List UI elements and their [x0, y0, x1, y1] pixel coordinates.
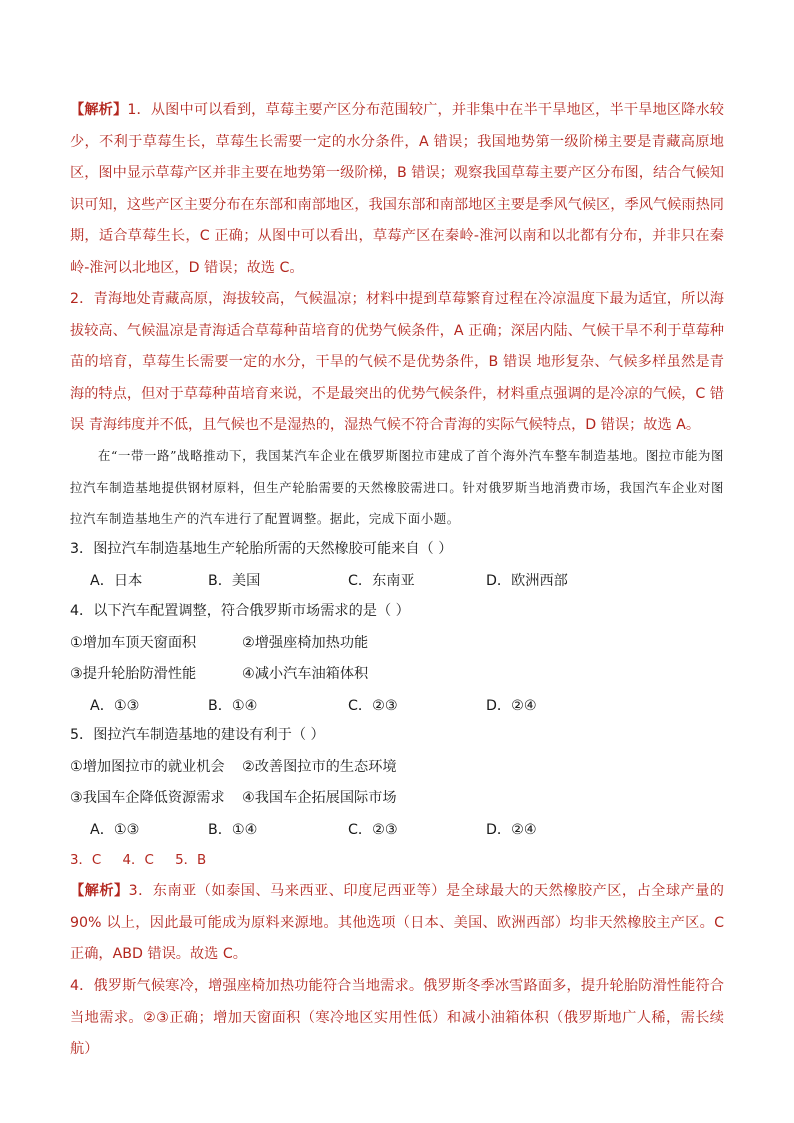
question-4-statements-row-2	[70, 659, 724, 691]
passage-text: 在“一带一路”战略推动下，我国某汽车企业在俄罗斯图拉市建成了首个海外汽车整车制造基地。图拉市能为图拉汽车制造基地提供钢材原料，但生产轮胎需要的天然橡胶需进口。针对俄罗斯当地消费市场，我国汽车企业对图拉汽车制造基地生产的汽车进行了配置调整。据此，完成下面小题。	[70, 448, 724, 526]
statement-3: ③提升轮胎防滑性能	[70, 666, 197, 682]
question-5-statements-row-2	[70, 783, 724, 815]
question-5-options	[70, 815, 724, 847]
question-4	[70, 596, 724, 722]
explanation-q3-paragraph	[70, 876, 724, 971]
explanation-q2-text: 2．青海地处青藏高原，海拔较高，气候温凉；材料中提到草莓繁育过程在冷凉温度下最为适宜，所以海拔较高、气候温凉是青海适合草莓种苗培育的优势气候条件，A 正确；深居内陆、气候干旱不利于草莓种苗的培育，草莓生长需要一定的水分，干旱的气候不是优势条件，B 错误 地形复杂、气候多样虽然是青海的特点，但对于草莓种苗培育来说，不是最突出的优势气候条件，材料重点强调的是冷凉的气候，C 错误 青海纬度并不低，且气候也不是湿热的，湿热气候不符合青海的实际气候特点，D 错误；故选 A。	[70, 291, 724, 433]
option-c: C．②③	[348, 697, 398, 714]
statement-4: ④减小汽车油箱体积	[242, 666, 369, 682]
explanation-heading: 【解析】	[70, 883, 129, 899]
option-c: C．②③	[348, 821, 398, 838]
statement-2: ②改善图拉市的生态环境	[242, 758, 397, 775]
explanation-q1-paragraph	[70, 95, 724, 284]
option-a: A．①③	[90, 697, 140, 714]
question-4-stem: 4．以下汽车配置调整，符合俄罗斯市场需求的是（ ）	[70, 603, 410, 619]
option-b: B．①④	[208, 697, 258, 714]
option-d: D．②④	[486, 821, 537, 838]
option-c: C．东南亚	[348, 572, 415, 589]
statement-2: ②增强座椅加热功能	[242, 634, 369, 651]
explanation-q2	[70, 284, 724, 442]
explanation-heading: 【解析】	[70, 102, 128, 118]
explanation-q4-text: 4．俄罗斯气候寒冷，增强座椅加热功能符合当地需求。俄罗斯冬季冰雪路面多，提升轮胎防滑性能符合当地需求。②③正确；增加天窗面积（寒冷地区实用性低）和减小油箱体积（俄罗斯地广人稀，需长续航）	[70, 978, 724, 1057]
explanation-q3-text: 3．东南亚（如泰国、马来西亚、印度尼西亚等）是全球最大的天然橡胶产区，占全球产量的 90% 以上，因此最可能成为原料来源地。其他选项（日本、美国、欧洲西部）均非天然橡胶主产区。C 正确，ABD 错误。故选 C。	[70, 883, 724, 962]
reading-passage	[70, 440, 724, 535]
question-4-statements-row-1	[70, 628, 724, 660]
option-b: B．①④	[208, 821, 258, 838]
question-3	[70, 534, 724, 597]
question-3-options	[70, 566, 724, 598]
statement-4: ④我国车企拓展国际市场	[242, 790, 397, 806]
question-4-options	[70, 691, 724, 723]
option-b: B．美国	[208, 572, 261, 589]
answer-key	[70, 845, 724, 877]
explanation-q3	[70, 876, 724, 971]
explanation-q1	[70, 95, 724, 284]
question-5-stem: 5．图拉汽车制造基地的建设有利于（ ）	[70, 727, 325, 743]
answer-key-text: 3．C 4．C 5．B	[70, 853, 207, 868]
statement-1: ①增加车顶天窗面积	[70, 634, 197, 651]
option-a: A．日本	[90, 572, 143, 589]
option-d: D．欧洲西部	[486, 572, 568, 589]
option-d: D．②④	[486, 697, 537, 714]
statement-1: ①增加图拉市的就业机会	[70, 758, 225, 775]
question-5	[70, 720, 724, 846]
option-a: A．①③	[90, 821, 140, 838]
statement-3: ③我国车企降低资源需求	[70, 790, 225, 806]
explanation-q4	[70, 971, 724, 1066]
question-3-stem: 3．图拉汽车制造基地生产轮胎所需的天然橡胶可能来自（ ）	[70, 541, 453, 557]
question-5-statements-row-1	[70, 752, 724, 784]
explanation-q1-text: 1．从图中可以看到，草莓主要产区分布范围较广，并非集中在半干旱地区，半干旱地区降水较少，不利于草莓生长，草莓生长需要一定的水分条件，A 错误；我国地势第一级阶梯主要是青藏高原地区，图中显示草莓产区并非主要在地势第一级阶梯，B 错误；观察我国草莓主要产区分布图，结合气候知识可知，这些产区主要分布在东部和南部地区，我国东部和南部地区主要是季风气候区，季风气候雨热同期，适合草莓生长，C 正确；从图中可以看出，草莓产区在秦岭-淮河以南和以北都有分布，并非只在秦岭-淮河以北地区，D 错误；故选 C。	[70, 102, 724, 276]
